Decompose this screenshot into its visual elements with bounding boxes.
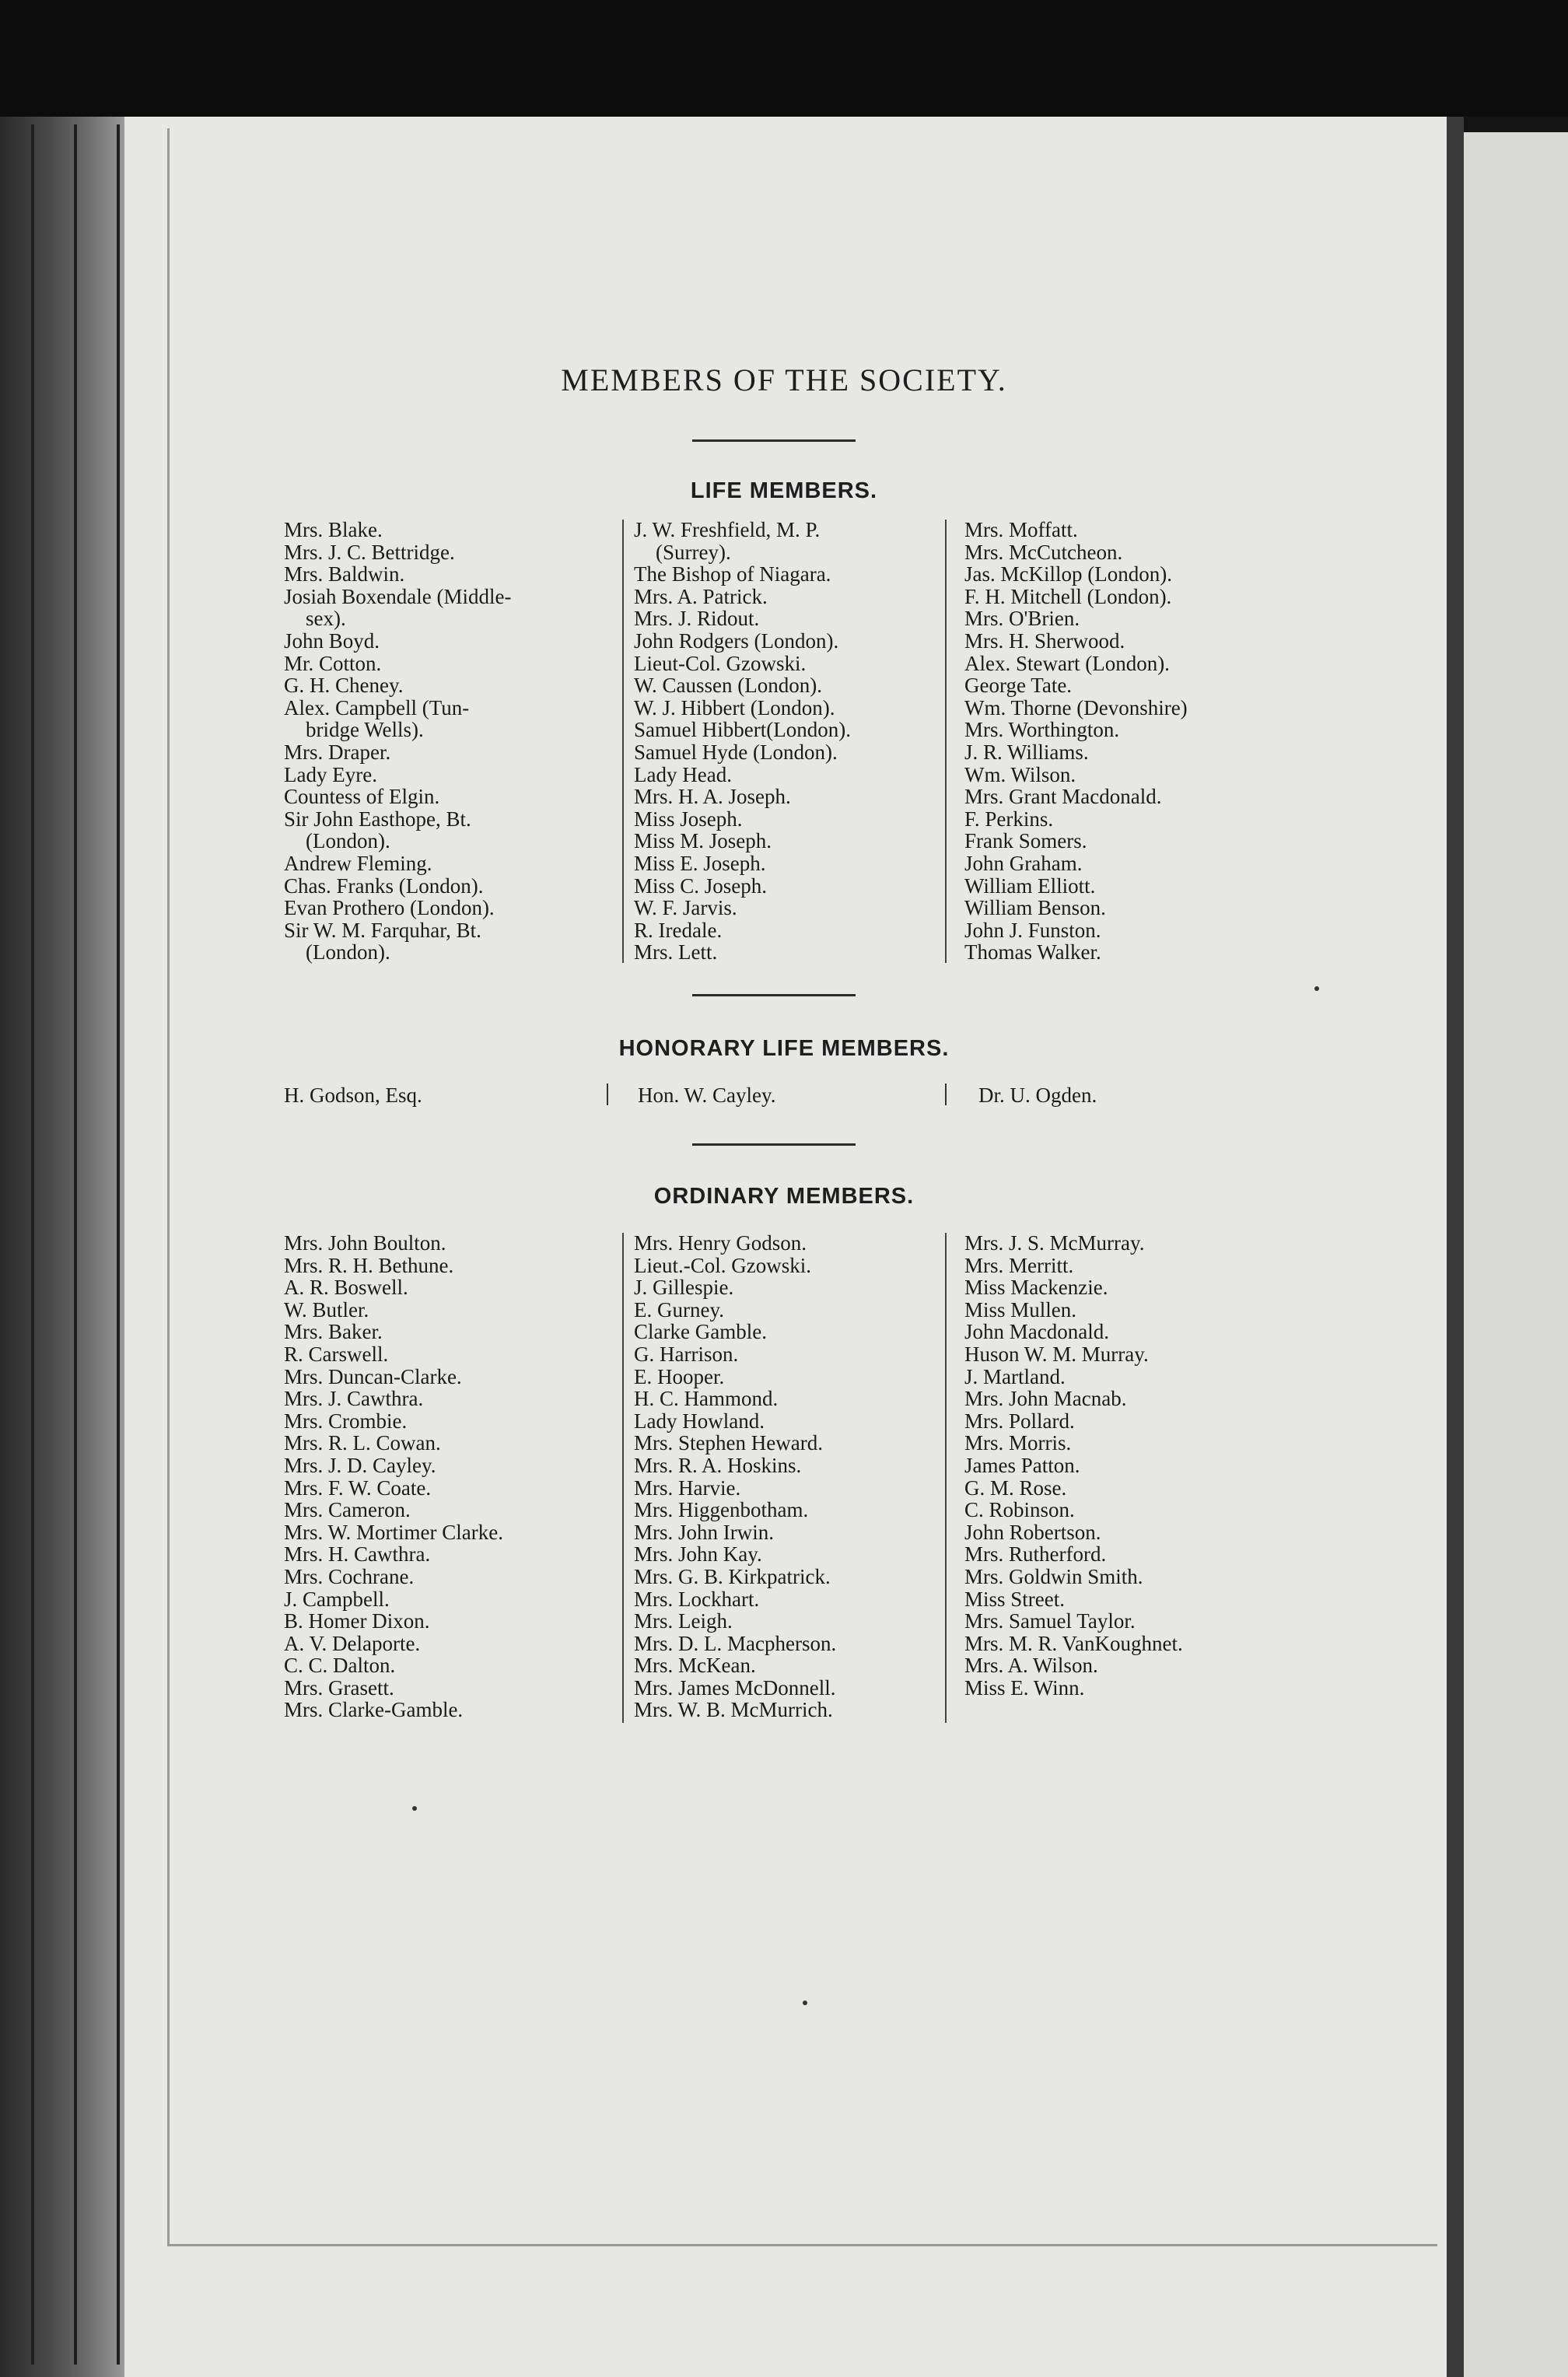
- member-name: The Bishop of Niagara.: [634, 562, 831, 586]
- member-name: Samuel Hibbert(London).: [634, 718, 851, 742]
- member-name: John Boyd.: [284, 628, 380, 653]
- member-name: William Elliott.: [964, 873, 1096, 898]
- member-name: J. Martland.: [964, 1364, 1066, 1388]
- member-name: John Robertson.: [964, 1520, 1101, 1544]
- member-name: C. Robinson.: [964, 1498, 1075, 1522]
- member-name: John Macdonald.: [964, 1320, 1109, 1344]
- member-name: Mrs. Moffatt.: [964, 518, 1078, 541]
- member-name: Mrs. Stephen Heward.: [634, 1431, 823, 1455]
- member-name: Lieut.-Col. Gzowski.: [634, 1253, 811, 1277]
- honorary-member: H. Godson, Esq.: [284, 1083, 422, 1107]
- member-name: G. M. Rose.: [964, 1476, 1067, 1500]
- ordinary-members-column-2: [634, 1232, 836, 1721]
- member-name: Lady Head.: [634, 762, 732, 786]
- member-name: W. F. Jarvis.: [634, 896, 737, 920]
- member-name: A. V. Delaporte.: [284, 1631, 421, 1655]
- member-name: G. H. Cheney.: [284, 674, 404, 698]
- member-name: W. Butler.: [284, 1297, 369, 1322]
- member-name: George Tate.: [964, 674, 1073, 698]
- member-name: Frank Somers.: [964, 829, 1087, 853]
- member-name: J. Gillespie.: [634, 1276, 734, 1300]
- book-gutter: [1447, 117, 1464, 2377]
- member-name: William Benson.: [964, 896, 1106, 920]
- member-name: Samuel Hyde (London).: [634, 740, 838, 764]
- member-name: Mrs. J. Ridout.: [634, 607, 760, 631]
- member-name: Thomas Walker.: [964, 940, 1101, 964]
- next-page-edge: [1464, 132, 1568, 2377]
- member-name: Miss Mackenzie.: [964, 1276, 1108, 1300]
- member-name: Mrs. Draper.: [284, 740, 391, 764]
- ordinary-members-heading: ORDINARY MEMBERS.: [653, 1184, 915, 1209]
- member-name: Mrs. O'Brien.: [964, 607, 1080, 631]
- member-name: Mrs. R. A. Hoskins.: [634, 1453, 802, 1477]
- ordinary-members-column-3: [964, 1232, 1183, 1699]
- member-name: Mrs. Cochrane.: [284, 1564, 415, 1588]
- member-name: Mrs. Duncan-Clarke.: [284, 1364, 462, 1388]
- page-speck: [1314, 986, 1319, 991]
- member-name: Alex. Campbell (Tun-: [284, 695, 470, 719]
- member-name: F. H. Mitchell (London).: [964, 584, 1172, 608]
- member-name: Mrs. H. Cawthra.: [284, 1542, 431, 1567]
- member-name: bridge Wells).: [306, 718, 424, 742]
- member-name: Evan Prothero (London).: [284, 896, 495, 920]
- member-name: B. Homer Dixon.: [284, 1609, 430, 1633]
- member-name: Mrs. Merritt.: [964, 1253, 1074, 1277]
- member-name: Andrew Fleming.: [284, 851, 432, 875]
- member-name: Mrs. A. Patrick.: [634, 584, 768, 608]
- member-name: Lady Howland.: [634, 1409, 765, 1433]
- page-edge-line: [74, 124, 77, 2365]
- member-name: (London).: [306, 940, 390, 964]
- member-name: Clarke Gamble.: [634, 1320, 767, 1344]
- member-name: Mrs. W. B. McMurrich.: [634, 1698, 833, 1722]
- page-edge-line: [31, 124, 34, 2365]
- member-name: Mrs. Blake.: [284, 518, 383, 541]
- member-name: W. Caussen (London).: [634, 674, 822, 698]
- member-name: Wm. Thorne (Devonshire): [964, 695, 1188, 719]
- member-name: Mrs. Leigh.: [634, 1609, 733, 1633]
- member-name: J. R. Williams.: [964, 740, 1089, 764]
- life-members-heading: LIFE MEMBERS.: [690, 478, 878, 503]
- member-name: Mrs. Harvie.: [634, 1476, 741, 1500]
- column-divider: [622, 520, 624, 963]
- member-name: Mrs. Clarke-Gamble.: [284, 1698, 464, 1722]
- member-name: Mrs. J. Cawthra.: [284, 1387, 424, 1411]
- member-name: Mrs. Grasett.: [284, 1675, 394, 1700]
- member-name: Mrs. J. D. Cayley.: [284, 1453, 436, 1477]
- member-name: Mrs. J. S. McMurray.: [964, 1231, 1145, 1255]
- member-name: Mrs. W. Mortimer Clarke.: [284, 1520, 503, 1544]
- member-name: J. W. Freshfield, M. P.: [634, 518, 821, 541]
- member-name: Mrs. D. L. Macpherson.: [634, 1631, 837, 1655]
- title-divider: [692, 439, 856, 442]
- member-name: John Graham.: [964, 851, 1083, 875]
- member-name: Mrs. A. Wilson.: [964, 1654, 1098, 1678]
- member-name: J. Campbell.: [284, 1587, 390, 1611]
- member-name: Mrs. H. Sherwood.: [964, 628, 1125, 653]
- member-name: Sir John Easthope, Bt.: [284, 807, 471, 831]
- page-speck: [412, 1806, 417, 1811]
- member-name: Mrs. Crombie.: [284, 1409, 408, 1433]
- member-name: Mrs. R. H. Bethune.: [284, 1253, 454, 1277]
- member-name: sex).: [306, 607, 346, 631]
- scan-top-border: [0, 0, 1568, 117]
- member-name: R. Iredale.: [634, 918, 723, 942]
- page-title: MEMBERS OF THE SOCIETY.: [561, 362, 1007, 397]
- member-name: Miss M. Joseph.: [634, 829, 772, 853]
- page-speck: [803, 2001, 807, 2005]
- member-name: Mrs. James McDonnell.: [634, 1675, 836, 1700]
- member-name: Mr. Cotton.: [284, 651, 382, 675]
- book-page-edges: [0, 117, 124, 2377]
- member-name: E. Gurney.: [634, 1297, 724, 1322]
- member-name: Countess of Elgin.: [284, 785, 440, 809]
- member-name: Mrs. Pollard.: [964, 1409, 1075, 1433]
- member-name: Mrs. G. B. Kirkpatrick.: [634, 1564, 831, 1588]
- honorary-member: Dr. U. Ogden.: [978, 1083, 1097, 1107]
- member-name: Miss E. Winn.: [964, 1675, 1085, 1700]
- page-edge-line: [117, 124, 120, 2365]
- ordinary-members-column-1: [284, 1232, 503, 1721]
- member-name: (London).: [306, 829, 390, 853]
- member-name: Jas. McKillop (London).: [964, 562, 1172, 586]
- honorary-member: Hon. W. Cayley.: [638, 1083, 776, 1107]
- member-name: Miss E. Joseph.: [634, 851, 766, 875]
- member-name: James Patton.: [964, 1453, 1080, 1477]
- member-name: R. Carswell.: [284, 1342, 389, 1366]
- column-divider: [945, 1083, 947, 1105]
- member-name: Mrs. Morris.: [964, 1431, 1072, 1455]
- member-name: Mrs. Lockhart.: [634, 1587, 760, 1611]
- member-name: Miss Joseph.: [634, 807, 743, 831]
- column-divider: [945, 520, 947, 963]
- member-name: Mrs. Lett.: [634, 940, 718, 964]
- member-name: John Rodgers (London).: [634, 628, 839, 653]
- member-name: Mrs. Grant Macdonald.: [964, 785, 1162, 809]
- member-name: A. R. Boswell.: [284, 1276, 408, 1300]
- member-name: C. C. Dalton.: [284, 1654, 396, 1678]
- member-name: Mrs. Higgenbotham.: [634, 1498, 809, 1522]
- member-name: Mrs. Samuel Taylor.: [964, 1609, 1136, 1633]
- member-name: Mrs. McKean.: [634, 1654, 756, 1678]
- member-name: Miss Mullen.: [964, 1297, 1077, 1322]
- member-name: John J. Funston.: [964, 918, 1101, 942]
- member-name: Mrs. M. R. VanKoughnet.: [964, 1631, 1183, 1655]
- member-name: Chas. Franks (London).: [284, 873, 484, 898]
- column-divider: [607, 1083, 608, 1105]
- member-name: Mrs. Rutherford.: [964, 1542, 1107, 1567]
- member-name: Mrs. Cameron.: [284, 1498, 411, 1522]
- member-name: Huson W. M. Murray.: [964, 1342, 1149, 1366]
- member-name: Mrs. J. C. Bettridge.: [284, 540, 455, 564]
- member-name: Mrs. R. L. Cowan.: [284, 1431, 441, 1455]
- life-members-column-2: [634, 519, 851, 964]
- member-name: E. Hooper.: [634, 1364, 725, 1388]
- member-name: Mrs. John Macnab.: [964, 1387, 1127, 1411]
- column-divider: [945, 1233, 947, 1723]
- member-name: W. J. Hibbert (London).: [634, 695, 835, 719]
- member-name: Josiah Boxendale (Middle-: [284, 584, 512, 608]
- column-divider: [622, 1233, 624, 1723]
- member-name: Lady Eyre.: [284, 762, 377, 786]
- member-name: Mrs. Goldwin Smith.: [964, 1564, 1143, 1588]
- member-name: (Surrey).: [656, 540, 731, 564]
- member-name: Mrs. Baldwin.: [284, 562, 405, 586]
- member-name: Mrs. Henry Godson.: [634, 1231, 807, 1255]
- member-name: Mrs. F. W. Coate.: [284, 1476, 432, 1500]
- member-name: Mrs. John Irwin.: [634, 1520, 774, 1544]
- honorary-life-members-heading: HONORARY LIFE MEMBERS.: [618, 1036, 950, 1061]
- member-name: H. C. Hammond.: [634, 1387, 779, 1411]
- member-name: Sir W. M. Farquhar, Bt.: [284, 918, 481, 942]
- member-name: Mrs. John Kay.: [634, 1542, 762, 1567]
- member-name: Mrs. John Boulton.: [284, 1231, 446, 1255]
- section-divider: [692, 994, 856, 996]
- member-name: F. Perkins.: [964, 807, 1054, 831]
- life-members-column-3: [964, 519, 1188, 964]
- member-name: Mrs. McCutcheon.: [964, 540, 1123, 564]
- life-members-column-1: [284, 519, 511, 964]
- member-name: Lieut-Col. Gzowski.: [634, 651, 807, 675]
- member-name: G. Harrison.: [634, 1342, 739, 1366]
- member-name: Miss C. Joseph.: [634, 873, 768, 898]
- member-name: Alex. Stewart (London).: [964, 651, 1170, 675]
- member-name: Mrs. Worthington.: [964, 718, 1120, 742]
- member-name: Mrs. H. A. Joseph.: [634, 785, 791, 809]
- member-name: Wm. Wilson.: [964, 762, 1076, 786]
- member-name: Mrs. Baker.: [284, 1320, 383, 1344]
- section-divider: [692, 1143, 856, 1146]
- member-name: Miss Street.: [964, 1587, 1066, 1611]
